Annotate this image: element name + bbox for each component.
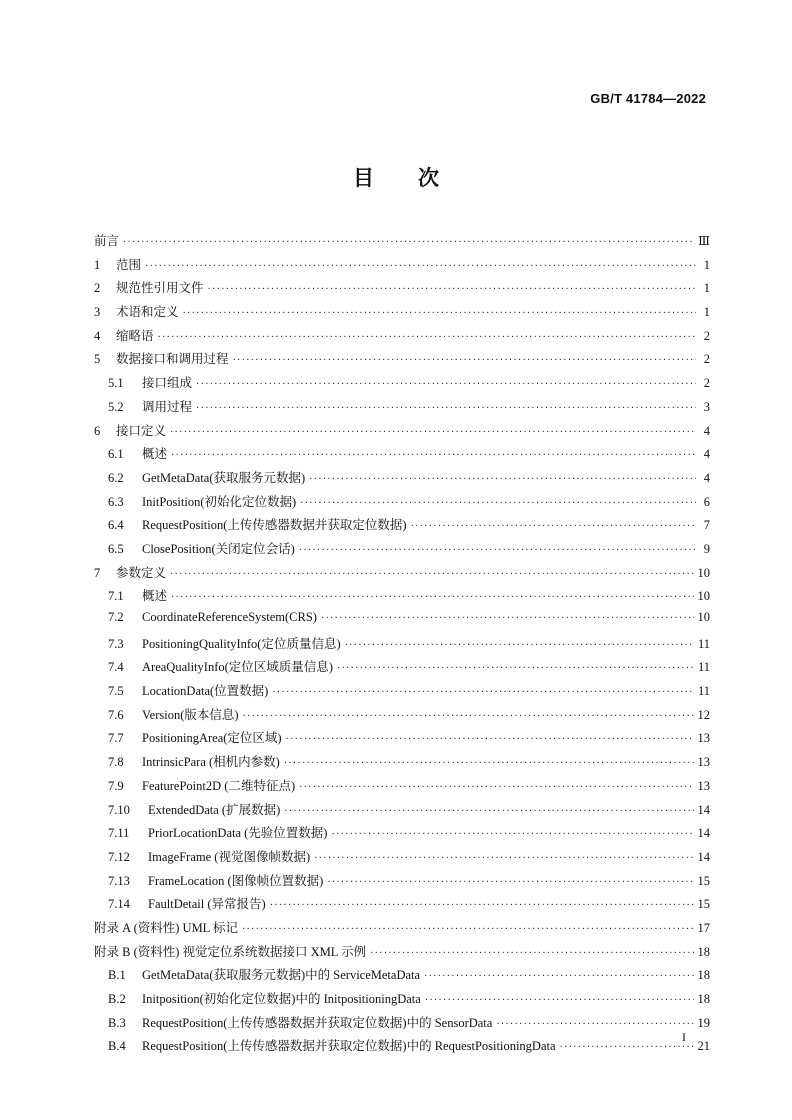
toc-entry[interactable]: [94, 302, 710, 326]
toc-entry[interactable]: [94, 918, 710, 942]
dot-leader: [123, 237, 694, 248]
toc-entry-page: 12: [697, 707, 710, 722]
dot-leader: [284, 758, 694, 769]
toc-entry[interactable]: [94, 563, 710, 587]
toc-entry-label: GetMetaData(获取服务元数据): [142, 470, 306, 485]
dot-leader: [158, 332, 696, 343]
toc-entry-page: Ⅲ: [697, 234, 710, 248]
toc-entry-page: 2: [703, 352, 710, 367]
toc-entry-page: 9: [703, 541, 710, 556]
page-number: I: [682, 1030, 686, 1044]
page-title: 目次: [353, 166, 483, 190]
toc-entry[interactable]: [94, 1013, 710, 1037]
toc-entry-number: 7: [94, 565, 101, 580]
toc-entry-number: 6.2: [108, 470, 124, 485]
dot-leader: [425, 995, 694, 1006]
dot-leader: [170, 427, 696, 438]
toc-entry-label: 附录 B (资料性) 视觉定位系统数据接口 XML 示例: [94, 944, 367, 959]
toc-entry[interactable]: [94, 800, 710, 824]
toc-entry-page: 15: [697, 873, 710, 888]
toc-entry-label: 前言: [94, 234, 120, 248]
toc-entry-number: 5.1: [108, 376, 124, 391]
toc-entry-number: 1: [94, 257, 101, 272]
toc-entry-number: 6.1: [108, 447, 124, 462]
toc-entry-label: Version(版本信息): [142, 707, 239, 722]
toc-entry-page: 6: [703, 494, 710, 509]
toc-entry-page: 10: [697, 565, 710, 580]
toc-entry[interactable]: [94, 397, 710, 421]
toc-entry-page: 10: [697, 610, 710, 624]
toc-entry-number: 6.3: [108, 494, 124, 509]
toc-entry-number: 7.2: [108, 610, 124, 624]
toc-entry-page: 11: [697, 660, 710, 675]
toc-entry-label: 调用过程: [142, 399, 193, 414]
toc-entry-label: PositioningQualityInfo(定位质量信息): [142, 636, 341, 651]
dot-leader: [331, 829, 693, 840]
dot-leader: [424, 971, 693, 982]
dot-leader: [171, 592, 693, 603]
toc-entry-number: 3: [94, 305, 101, 320]
toc-entry-page: 14: [697, 826, 710, 841]
toc-entry-label: 参数定义: [116, 565, 167, 580]
toc-entry-page: 13: [697, 755, 710, 770]
dot-leader: [299, 545, 696, 556]
toc-entry[interactable]: [94, 539, 710, 563]
toc-entry-number: 7.13: [108, 873, 130, 888]
toc-entry-label: ImageFrame (视觉图像帧数据): [148, 849, 311, 864]
toc-entry-page: 19: [697, 1015, 710, 1030]
toc-entry[interactable]: [94, 728, 710, 752]
toc-entry-label: 范围: [116, 257, 142, 272]
toc-entry-page: 14: [697, 802, 710, 817]
dot-leader: [560, 1042, 694, 1053]
toc-entry-number: 7.8: [108, 755, 124, 770]
toc-entry[interactable]: [94, 847, 710, 871]
toc-entry-label: 规范性引用文件: [116, 281, 204, 296]
standard-code: GB/T 41784—2022: [590, 91, 706, 106]
toc-entry-number: 4: [94, 328, 101, 343]
toc-entry-label: ExtendedData (扩展数据): [148, 802, 281, 817]
toc-entry[interactable]: [94, 373, 710, 397]
toc-entry-page: 11: [697, 684, 710, 699]
dot-leader: [300, 498, 696, 509]
toc-entry[interactable]: [94, 989, 710, 1013]
toc-entry[interactable]: [94, 942, 710, 966]
toc-entry-number: 5.2: [108, 399, 124, 414]
toc-entry-label: InitPosition(初始化定位数据): [142, 494, 297, 509]
dot-leader: [284, 806, 693, 817]
toc-entry-label: IntrinsicPara (相机内参数): [142, 755, 280, 770]
toc-entry-label: LocationData(位置数据): [142, 684, 269, 699]
toc-entry-page: 4: [703, 470, 710, 485]
toc-entry-number: B.2: [108, 992, 126, 1006]
dot-leader: [243, 711, 694, 722]
toc-entry[interactable]: [94, 752, 710, 776]
toc-entry[interactable]: [94, 823, 710, 847]
dot-leader: [183, 308, 696, 319]
toc-entry-number: 6.4: [108, 518, 124, 533]
toc-entry-number: 7.3: [108, 636, 124, 651]
toc-entry-page: 1: [703, 257, 710, 272]
toc-entry-number: 7.10: [108, 802, 130, 817]
toc-entry[interactable]: [94, 965, 710, 989]
toc-entry[interactable]: [94, 586, 710, 610]
toc-entry-page: 4: [703, 447, 710, 462]
toc-entry[interactable]: [94, 681, 710, 705]
toc-entry-label: 接口定义: [116, 423, 167, 438]
toc-entry-page: 13: [697, 731, 710, 746]
toc-entry-label: 数据接口和调用过程: [116, 352, 229, 367]
toc-entry-label: RequestPosition(上传传感器数据并获取定位数据): [142, 518, 407, 533]
toc-entry-label: PriorLocationData (先验位置数据): [148, 826, 328, 841]
dot-leader: [196, 403, 696, 414]
toc-entry[interactable]: [94, 421, 710, 445]
toc-entry-page: 2: [703, 328, 710, 343]
toc-entry-page: 13: [697, 778, 710, 793]
dot-leader: [145, 261, 696, 272]
dot-leader: [321, 613, 694, 624]
toc-entry-page: 4: [703, 423, 710, 438]
toc-entry-label: 概述: [142, 447, 168, 462]
toc-entry-label: FrameLocation (图像帧位置数据): [148, 873, 324, 888]
toc-entry-page: 2: [703, 376, 710, 391]
dot-leader: [286, 734, 694, 745]
dot-leader: [299, 782, 693, 793]
toc-entry-page: 1: [703, 305, 710, 320]
toc-entry[interactable]: [94, 492, 710, 516]
dot-leader: [170, 569, 693, 580]
dot-leader: [314, 853, 693, 864]
dot-leader: [208, 284, 696, 295]
toc-entry-number: 6: [94, 423, 101, 438]
toc-entry-page: 10: [697, 589, 710, 604]
dot-leader: [337, 663, 694, 674]
toc-entry-page: 15: [697, 897, 710, 912]
toc-entry-label: AreaQualityInfo(定位区域质量信息): [142, 660, 333, 675]
toc-entry-label: FaultDetail (异常报告): [148, 897, 266, 912]
toc-entry-number: 7.14: [108, 897, 130, 912]
toc-entry[interactable]: [94, 349, 710, 373]
toc-entry-page: 7: [703, 518, 710, 533]
dot-leader: [196, 379, 696, 390]
toc-entry[interactable]: [94, 515, 710, 539]
dot-leader: [242, 924, 694, 935]
toc-entry[interactable]: [94, 1036, 710, 1060]
toc-entry-page: 11: [697, 636, 710, 651]
dot-leader: [272, 687, 694, 698]
dot-leader: [370, 948, 693, 959]
dot-leader: [233, 355, 696, 366]
toc-entry-label: GetMetaData(获取服务元数据)中的 ServiceMetaData: [142, 968, 421, 983]
toc-entry-label: FeaturePoint2D (二维特征点): [142, 778, 296, 793]
toc-entry-label: RequestPosition(上传传感器数据并获取定位数据)中的 RequestPositioningData: [142, 1039, 556, 1054]
toc-entry-label: 概述: [142, 589, 168, 604]
toc-entry-number: 7.7: [108, 731, 124, 746]
toc-entry-label: ClosePosition(关闭定位会话): [142, 541, 295, 556]
toc-entry[interactable]: [94, 326, 710, 350]
toc-entry-number: 5: [94, 352, 101, 367]
toc-entry[interactable]: [94, 468, 710, 492]
toc-entry[interactable]: [94, 231, 710, 255]
toc-entry-number: 7.5: [108, 684, 124, 699]
dot-leader: [327, 877, 693, 888]
toc-entry-number: 7.9: [108, 778, 124, 793]
dot-leader: [171, 450, 696, 461]
toc-entry-number: B.1: [108, 968, 126, 983]
toc-entry[interactable]: [94, 776, 710, 800]
toc-entry[interactable]: [94, 255, 710, 279]
table-of-contents: [94, 231, 710, 1060]
dot-leader: [270, 900, 694, 911]
toc-entry-number: 2: [94, 281, 101, 296]
toc-entry[interactable]: [94, 705, 710, 729]
toc-entry-number: B.4: [108, 1039, 126, 1054]
toc-entry-number: 7.4: [108, 660, 124, 675]
toc-entry-number: B.3: [108, 1015, 126, 1030]
toc-entry-label: 术语和定义: [116, 305, 179, 320]
toc-entry-number: 6.5: [108, 541, 124, 556]
toc-entry-label: CoordinateReferenceSystem(CRS): [142, 610, 317, 624]
toc-entry-page: 3: [703, 399, 710, 414]
toc-entry-label: PositioningArea(定位区域): [142, 731, 282, 746]
toc-entry-page: 17: [697, 920, 710, 935]
toc-entry-label: Initposition(初始化定位数据)中的 InitpositioningData: [142, 992, 421, 1006]
toc-entry[interactable]: [94, 610, 710, 634]
toc-entry-page: 18: [697, 944, 710, 959]
dot-leader: [309, 474, 696, 485]
toc-entry-page: 18: [697, 992, 710, 1006]
toc-entry-label: RequestPosition(上传传感器数据并获取定位数据)中的 SensorData: [142, 1015, 493, 1030]
toc-entry[interactable]: [94, 657, 710, 681]
toc-entry-number: 7.1: [108, 589, 124, 604]
toc-entry-label: 附录 A (资料性) UML 标记: [94, 920, 238, 935]
toc-entry-label: 缩略语: [116, 328, 154, 343]
dot-leader: [345, 640, 694, 651]
toc-entry[interactable]: [94, 894, 710, 918]
toc-entry[interactable]: [94, 871, 710, 895]
toc-entry-number: 7.11: [108, 826, 130, 841]
toc-entry-page: 18: [697, 968, 710, 983]
toc-entry-label: 接口组成: [142, 376, 193, 391]
toc-entry[interactable]: [94, 278, 710, 302]
toc-entry-page: 14: [697, 849, 710, 864]
toc-entry-page: 21: [697, 1039, 710, 1054]
dot-leader: [496, 1019, 693, 1030]
toc-entry[interactable]: [94, 634, 710, 658]
toc-entry-number: 7.6: [108, 707, 124, 722]
toc-entry-number: 7.12: [108, 849, 130, 864]
toc-entry[interactable]: [94, 444, 710, 468]
dot-leader: [411, 521, 696, 532]
toc-entry-page: 1: [703, 281, 710, 296]
